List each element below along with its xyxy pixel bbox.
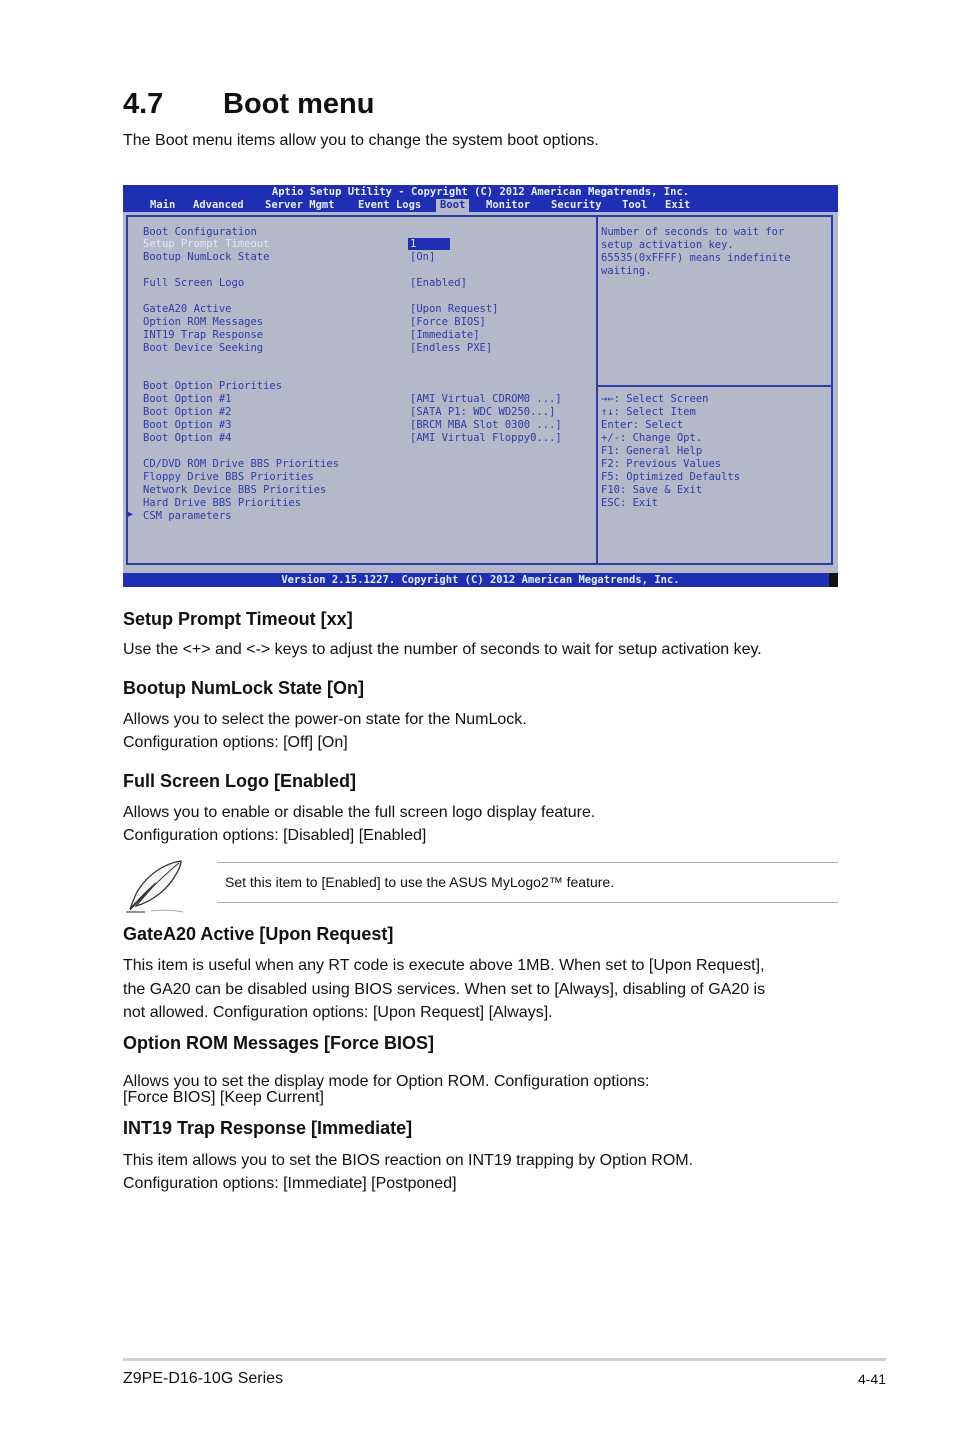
bios-tab-advanced[interactable]: Advanced — [193, 199, 244, 211]
bios-item-harddrive-bbs[interactable]: Hard Drive BBS Priorities — [143, 497, 302, 509]
item-title-bootup-numlock: Bootup NumLock State [On] — [123, 678, 364, 698]
item-text: Allows you to select the power-on state for the NumLock. — [123, 711, 527, 728]
bios-key-hint: ESC: Exit — [601, 497, 658, 509]
bios-item-boot-option-2[interactable]: Boot Option #2 — [143, 406, 232, 418]
item-title-int19: INT19 Trap Response [Immediate] — [123, 1118, 413, 1138]
item-text: Allows you to set the display mode for Option ROM. Configuration options: — [123, 1073, 650, 1090]
section-heading: Boot menu — [223, 88, 375, 120]
item-title-full-screen-logo: Full Screen Logo [Enabled] — [123, 771, 357, 791]
bios-item-floppy-bbs[interactable]: Floppy Drive BBS Priorities — [143, 471, 314, 483]
note-top-rule — [217, 862, 838, 863]
bios-value-option-rom[interactable]: [Force BIOS] — [410, 316, 486, 328]
item-text: Configuration options: [Disabled] [Enabled] — [123, 827, 427, 844]
bios-tab-monitor[interactable]: Monitor — [486, 199, 531, 211]
bios-tab-security[interactable]: Security — [551, 199, 602, 211]
bios-menu-bar — [123, 199, 838, 212]
bios-key-hint: Enter: Select — [601, 419, 684, 431]
submenu-arrow-icon: ▶ — [127, 509, 134, 520]
bios-help-line: Number of seconds to wait for — [601, 226, 785, 238]
bios-item-cddvd-bbs[interactable]: CD/DVD ROM Drive BBS Priorities — [143, 458, 339, 470]
bios-help-divider — [598, 385, 831, 387]
footer-page-number: 4-41 — [857, 1371, 886, 1387]
bios-tab-event-logs[interactable]: Event Logs — [358, 199, 422, 211]
bios-item-full-screen-logo[interactable]: Full Screen Logo — [143, 277, 245, 289]
bios-item-boot-option-priorities: Boot Option Priorities — [143, 380, 283, 392]
note-bottom-rule — [217, 902, 838, 903]
bios-key-hint: F10: Save & Exit — [601, 484, 703, 496]
bios-item-boot-option-1[interactable]: Boot Option #1 — [143, 393, 232, 405]
bios-key-hint: +/-: Change Opt. — [601, 432, 703, 444]
note-text: Set this item to [Enabled] to use the ASUS MyLogo2™ feature. — [225, 874, 615, 890]
bios-item-gatea20[interactable]: GateA20 Active — [143, 303, 232, 315]
bios-help-line: waiting. — [601, 265, 652, 277]
section-title — [123, 88, 374, 121]
bios-help-line: setup activation key. — [601, 239, 734, 251]
footer-rule — [123, 1358, 886, 1361]
bios-item-int19[interactable]: INT19 Trap Response — [143, 329, 264, 341]
bios-item-csm-parameters[interactable]: CSM parameters — [143, 510, 232, 522]
bios-item-option-rom[interactable]: Option ROM Messages — [143, 316, 264, 328]
item-text: not allowed. Configuration options: [Upon Request] [Always]. — [123, 1004, 553, 1021]
intro-text: The Boot menu items allow you to change the system boot options. — [123, 132, 599, 149]
item-text: Configuration options: [Off] [On] — [123, 734, 348, 751]
bios-item-setup-prompt-timeout[interactable]: Setup Prompt Timeout — [143, 238, 270, 250]
bios-value-boot-option-2[interactable]: [SATA P1: WDC WD250...] — [410, 406, 556, 418]
bios-value-numlock[interactable]: [On] — [410, 251, 436, 263]
bios-value-int19[interactable]: [Immediate] — [410, 329, 480, 341]
item-title-option-rom: Option ROM Messages [Force BIOS] — [123, 1033, 435, 1053]
bios-item-boot-option-3[interactable]: Boot Option #3 — [143, 419, 232, 431]
bios-footer: Version 2.15.1227. Copyright (C) 2012 American Megatrends, Inc. — [123, 573, 838, 587]
bios-value-setup-prompt-timeout[interactable]: 1 — [410, 238, 417, 250]
bios-help-line: 65535(0xFFFF) means indefinite — [601, 252, 791, 264]
bios-item-boot-configuration: Boot Configuration — [143, 226, 257, 238]
bios-key-hint: F1: General Help — [601, 445, 703, 457]
item-text: This item is useful when any RT code is execute above 1MB. When set to [Upon Request], — [123, 957, 765, 974]
bios-title-bar: Aptio Setup Utility - Copyright (C) 2012 American Megatrends, Inc. — [123, 185, 838, 199]
bios-key-hint: F2: Previous Values — [601, 458, 722, 470]
bios-item-bootup-numlock[interactable]: Bootup NumLock State — [143, 251, 270, 263]
bios-tab-server-mgmt[interactable]: Server Mgmt — [265, 199, 335, 211]
bios-value-full-screen-logo[interactable]: [Enabled] — [410, 277, 467, 289]
bios-footer-end — [829, 573, 838, 587]
bios-value-boot-device-seeking[interactable]: [Endless PXE] — [410, 342, 493, 354]
bios-tab-main[interactable]: Main — [150, 199, 176, 211]
bios-key-hint: ↑↓: Select Item — [601, 406, 696, 418]
bios-tab-exit[interactable]: Exit — [665, 199, 691, 211]
item-title-setup-prompt-timeout: Setup Prompt Timeout [xx] — [123, 609, 353, 629]
bios-item-boot-device-seeking[interactable]: Boot Device Seeking — [143, 342, 264, 354]
bios-key-hint: F5: Optimized Defaults — [601, 471, 741, 483]
bios-value-boot-option-1[interactable]: [AMI Virtual CDROM0 ...] — [410, 393, 562, 405]
feather-pen-icon — [123, 858, 185, 914]
item-title-gatea20: GateA20 Active [Upon Request] — [123, 924, 394, 944]
section-number: 4.7 — [123, 88, 164, 120]
bios-item-network-bbs[interactable]: Network Device BBS Priorities — [143, 484, 327, 496]
bios-divider — [596, 215, 598, 565]
bios-key-hint: →←: Select Screen — [601, 393, 709, 405]
bios-value-boot-option-4[interactable]: [AMI Virtual Floppy0...] — [410, 432, 562, 444]
item-text: [Force BIOS] [Keep Current] — [123, 1089, 324, 1106]
bios-value-boot-option-3[interactable]: [BRCM MBA Slot 0300 ...] — [410, 419, 562, 431]
bios-tab-boot[interactable]: Boot — [436, 199, 469, 212]
bios-tab-tool[interactable]: Tool — [622, 199, 648, 211]
item-text: Configuration options: [Immediate] [Postponed] — [123, 1175, 457, 1192]
bios-screenshot — [123, 185, 838, 587]
footer-product-name: Z9PE-D16-10G Series — [123, 1370, 284, 1387]
item-text: Allows you to enable or disable the full screen logo display feature. — [123, 804, 596, 821]
bios-value-gatea20[interactable]: [Upon Request] — [410, 303, 499, 315]
item-text: the GA20 can be disabled using BIOS services. When set to [Always], disabling of GA20 is — [123, 981, 766, 998]
item-text: Use the <+> and <-> keys to adjust the number of seconds to wait for setup activation key. — [123, 641, 762, 658]
bios-item-boot-option-4[interactable]: Boot Option #4 — [143, 432, 232, 444]
item-text: This item allows you to set the BIOS reaction on INT19 trapping by Option ROM. — [123, 1152, 694, 1169]
